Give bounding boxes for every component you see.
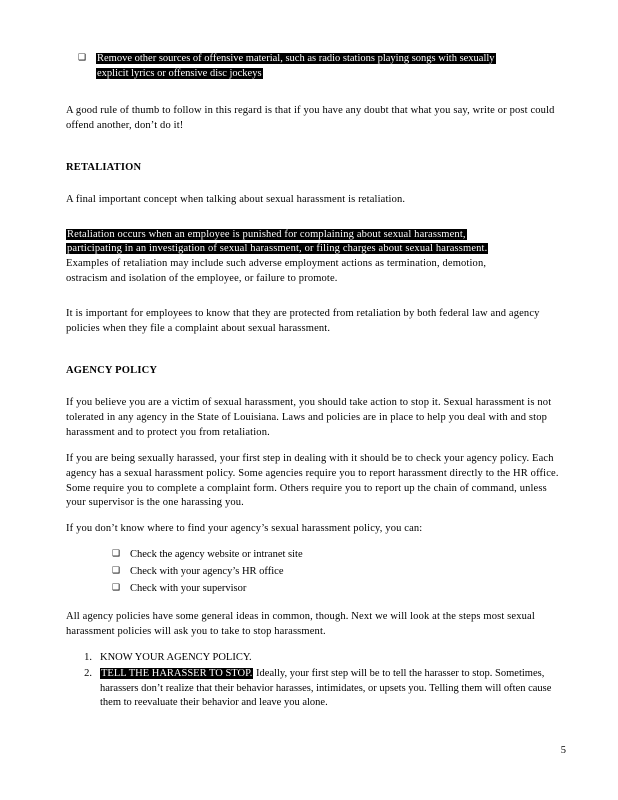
highlighted-text: Remove other sources of offensive material, such as radio stations playing songs with sexually [97, 53, 495, 64]
list-marker: 2. [84, 667, 92, 679]
top-bullet-list [66, 52, 566, 82]
list-item [66, 52, 566, 82]
highlighted-text: participating in an investigation of sexual harassment, or filing charges about sexual harassment. [67, 243, 488, 255]
list-item [66, 651, 566, 666]
bullet-text: Check with your supervisor [130, 583, 247, 595]
retaliation-paragraph-3: It is important for employees to know that they are protected from retaliation by both federal law and agency policies when they file a complaint about sexual harassment. [66, 308, 540, 335]
numbered-steps-list [66, 651, 566, 712]
list-item-remainder: Ideally, your first step will be to tell the harasser to stop. Sometimes, harassers don’t realize that their behavior harasses, intimidates, or upsets you. Telling them will often cause them to reevaluate their behavior and leave you alone. [100, 667, 552, 709]
intro-paragraph: A good rule of thumb to follow in this regard is that if you have any doubt that what you say, write or post could offend another, don’t do it! [66, 104, 555, 131]
list-item [66, 667, 566, 712]
list-marker: 1. [84, 651, 92, 663]
list-item [100, 565, 566, 580]
agency-paragraph-3: If you don’t know where to find your agency’s sexual harassment policy, you can: [66, 523, 423, 535]
list-item [100, 582, 566, 597]
bullet-marker-icon: ❑ [78, 53, 87, 63]
bullet-text [96, 52, 566, 82]
agency-paragraph-1: If you believe you are a victim of sexual harassment, you should take action to stop it. Sexual harassment is not tolerated in any agency in the State of Louisiana. Laws and policies are in place to help you deal with and stop harassment and to protect you from retaliation. [66, 396, 552, 438]
highlighted-text: Retaliation occurs when an employee is punished for complaining about sexual harassment, [67, 228, 466, 240]
list-item [100, 548, 566, 563]
highlighted-text: TELL THE HARASSER TO STOP. [101, 667, 253, 679]
section-heading-agency-policy: AGENCY POLICY [66, 364, 158, 376]
retaliation-remainder-line-2: ostracism and isolation of the employee, or failure to promote. [66, 273, 338, 285]
retaliation-paragraph-2 [66, 228, 566, 288]
page-number: 5 [560, 745, 566, 756]
bullet-text: Check with your agency’s HR office [130, 566, 284, 578]
highlighted-text: explicit lyrics or offensive disc jockeys [97, 67, 262, 79]
bullet-marker-icon: ❑ [112, 566, 121, 577]
agency-closing-paragraph: All agency policies have some general ideas in common, though. Next we will look at the steps most sexual harassment policies will ask you to take to stop harassment. [66, 610, 535, 637]
bullet-marker-icon: ❑ [112, 583, 121, 594]
list-item-text: KNOW YOUR AGENCY POLICY. [100, 651, 252, 663]
section-heading-retaliation: RETALIATION [66, 161, 142, 173]
list-item-text [100, 667, 566, 712]
agency-paragraph-2: If you are being sexually harassed, your first step in dealing with it should be to check your agency policy. Each agency has a sexual harassment policy. Some agencies require you to report harassment directly to the HR office. Some require you to complete a complaint form. Others require you to report up the chain of command, unless your supervisor is the one harassing you. [66, 452, 559, 509]
check-bullet-list [66, 548, 566, 597]
retaliation-paragraph-1: A final important concept when talking about sexual harassment is retaliation. [66, 193, 406, 205]
retaliation-remainder-line-1: Examples of retaliation may include such adverse employment actions as termination, demotion, [66, 258, 487, 270]
bullet-text: Check the agency website or intranet site [130, 549, 303, 561]
bullet-marker-icon: ❑ [112, 549, 121, 560]
